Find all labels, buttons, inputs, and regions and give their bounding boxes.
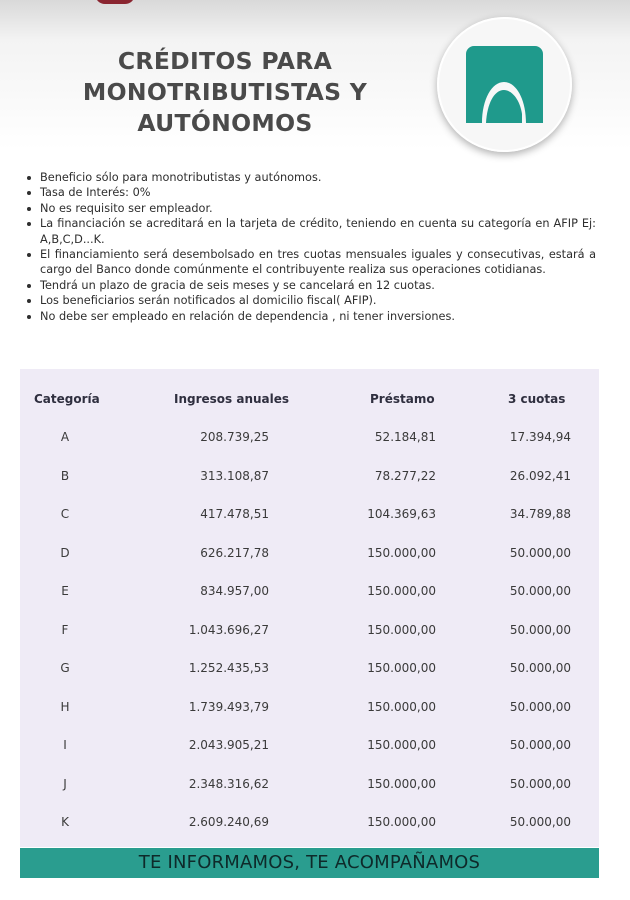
cell-ingresos: 2.609.240,69 [188, 815, 269, 829]
cell-ingresos: 1.043.696,27 [188, 622, 269, 637]
table-row [20, 726, 599, 764]
cell-categoria: F [61, 622, 69, 637]
table-row [20, 765, 599, 803]
cell-ingresos: 417.478,51 [200, 507, 269, 521]
cell-categoria: I [63, 738, 67, 752]
bullet-item: No debe ser empleado en relación de dependencia , ni tener inversiones. [24, 309, 596, 324]
title-line-1: CRÉDITOS PARA [117, 47, 333, 75]
cell-categoria: A [60, 430, 70, 444]
cell-cuotas: 34.789,88 [509, 507, 571, 521]
cell-prestamo: 150.000,00 [367, 815, 436, 829]
page-title [50, 46, 400, 139]
requirements-list [24, 170, 596, 324]
cell-ingresos: 2.043.905,21 [188, 738, 269, 752]
logo-badge [437, 17, 572, 152]
bullet-item: Tendrá un plazo de gracia de seis meses y se cancelará en 12 cuotas. [24, 278, 596, 293]
cell-prestamo: 150.000,00 [367, 776, 436, 791]
bullet-item: No es requisito ser empleador. [24, 201, 596, 216]
bullet-item: Beneficio sólo para monotributistas y autónomos. [24, 170, 596, 185]
table-row [20, 418, 599, 456]
cell-cuotas: 50.000,00 [509, 738, 571, 752]
cell-cuotas: 26.092,41 [509, 468, 571, 483]
cell-cuotas: 50.000,00 [509, 815, 571, 829]
cell-ingresos: 1.739.493,79 [188, 699, 269, 714]
cell-categoria: C [60, 507, 70, 521]
bank-logo-icon [464, 44, 545, 125]
title-line-3: AUTÓNOMOS [137, 109, 313, 137]
cell-ingresos: 1.252.435,53 [188, 661, 269, 675]
cell-prestamo: 78.277,22 [374, 468, 436, 483]
cell-cuotas: 50.000,00 [509, 545, 571, 560]
header-categoria: Categoría [34, 392, 100, 406]
cell-prestamo: 150.000,00 [367, 545, 436, 560]
cell-prestamo: 104.369,63 [367, 507, 436, 521]
table-row [20, 495, 599, 533]
table-row [20, 457, 599, 495]
header-cuotas: 3 cuotas [508, 392, 566, 406]
cell-categoria: J [63, 776, 67, 791]
header-prestamo: Préstamo [370, 392, 435, 406]
top-accent-shape [95, 0, 135, 4]
table-header-row [20, 380, 599, 418]
cell-ingresos: 834.957,00 [200, 584, 269, 598]
bullet-item: El financiamiento será desembolsado en tres cuotas mensuales iguales y consecutivas, estará a cargo del Banco donde comúnmente el contribuyente realiza sus operaciones cotidianas. [24, 247, 596, 278]
cell-ingresos: 2.348.316,62 [188, 776, 269, 791]
cell-categoria: K [61, 815, 69, 829]
bullet-item: Tasa de Interés: 0% [24, 185, 596, 200]
cell-cuotas: 50.000,00 [509, 584, 571, 598]
table-row [20, 649, 599, 687]
cell-categoria: H [60, 699, 70, 714]
table-row [20, 803, 599, 841]
cell-ingresos: 626.217,78 [200, 545, 269, 560]
cell-categoria: E [61, 584, 69, 598]
cell-cuotas: 50.000,00 [509, 776, 571, 791]
bullet-item: Los beneficiarios serán notificados al domicilio fiscal( AFIP). [24, 293, 596, 308]
table-row [20, 611, 599, 649]
bullet-item: La financiación se acreditará en la tarjeta de crédito, teniendo en cuenta su categoría en AFIP Ej: A,B,C,D...K. [24, 216, 596, 247]
title-line-2: MONOTRIBUTISTAS Y [82, 78, 368, 106]
credit-table [20, 369, 599, 847]
cell-cuotas: 50.000,00 [509, 661, 571, 675]
table-row [20, 534, 599, 572]
header-ingresos: Ingresos anuales [174, 392, 290, 406]
cell-prestamo: 150.000,00 [367, 622, 436, 637]
cell-categoria: B [60, 468, 70, 483]
cell-prestamo: 150.000,00 [367, 699, 436, 714]
table-row [20, 688, 599, 726]
cell-prestamo: 150.000,00 [367, 584, 436, 598]
cell-categoria: G [60, 661, 70, 675]
cell-cuotas: 50.000,00 [509, 699, 571, 714]
cell-ingresos: 313.108,87 [200, 468, 269, 483]
table-row [20, 572, 599, 610]
cell-cuotas: 50.000,00 [509, 622, 571, 637]
cell-cuotas: 17.394,94 [509, 430, 571, 444]
cell-prestamo: 150.000,00 [367, 661, 436, 675]
cell-ingresos: 208.739,25 [200, 430, 269, 444]
cell-categoria: D [60, 545, 70, 560]
cell-prestamo: 150.000,00 [367, 738, 436, 752]
footer-slogan: TE INFORMAMOS, TE ACOMPAÑAMOS [20, 848, 599, 878]
cell-prestamo: 52.184,81 [374, 430, 436, 444]
